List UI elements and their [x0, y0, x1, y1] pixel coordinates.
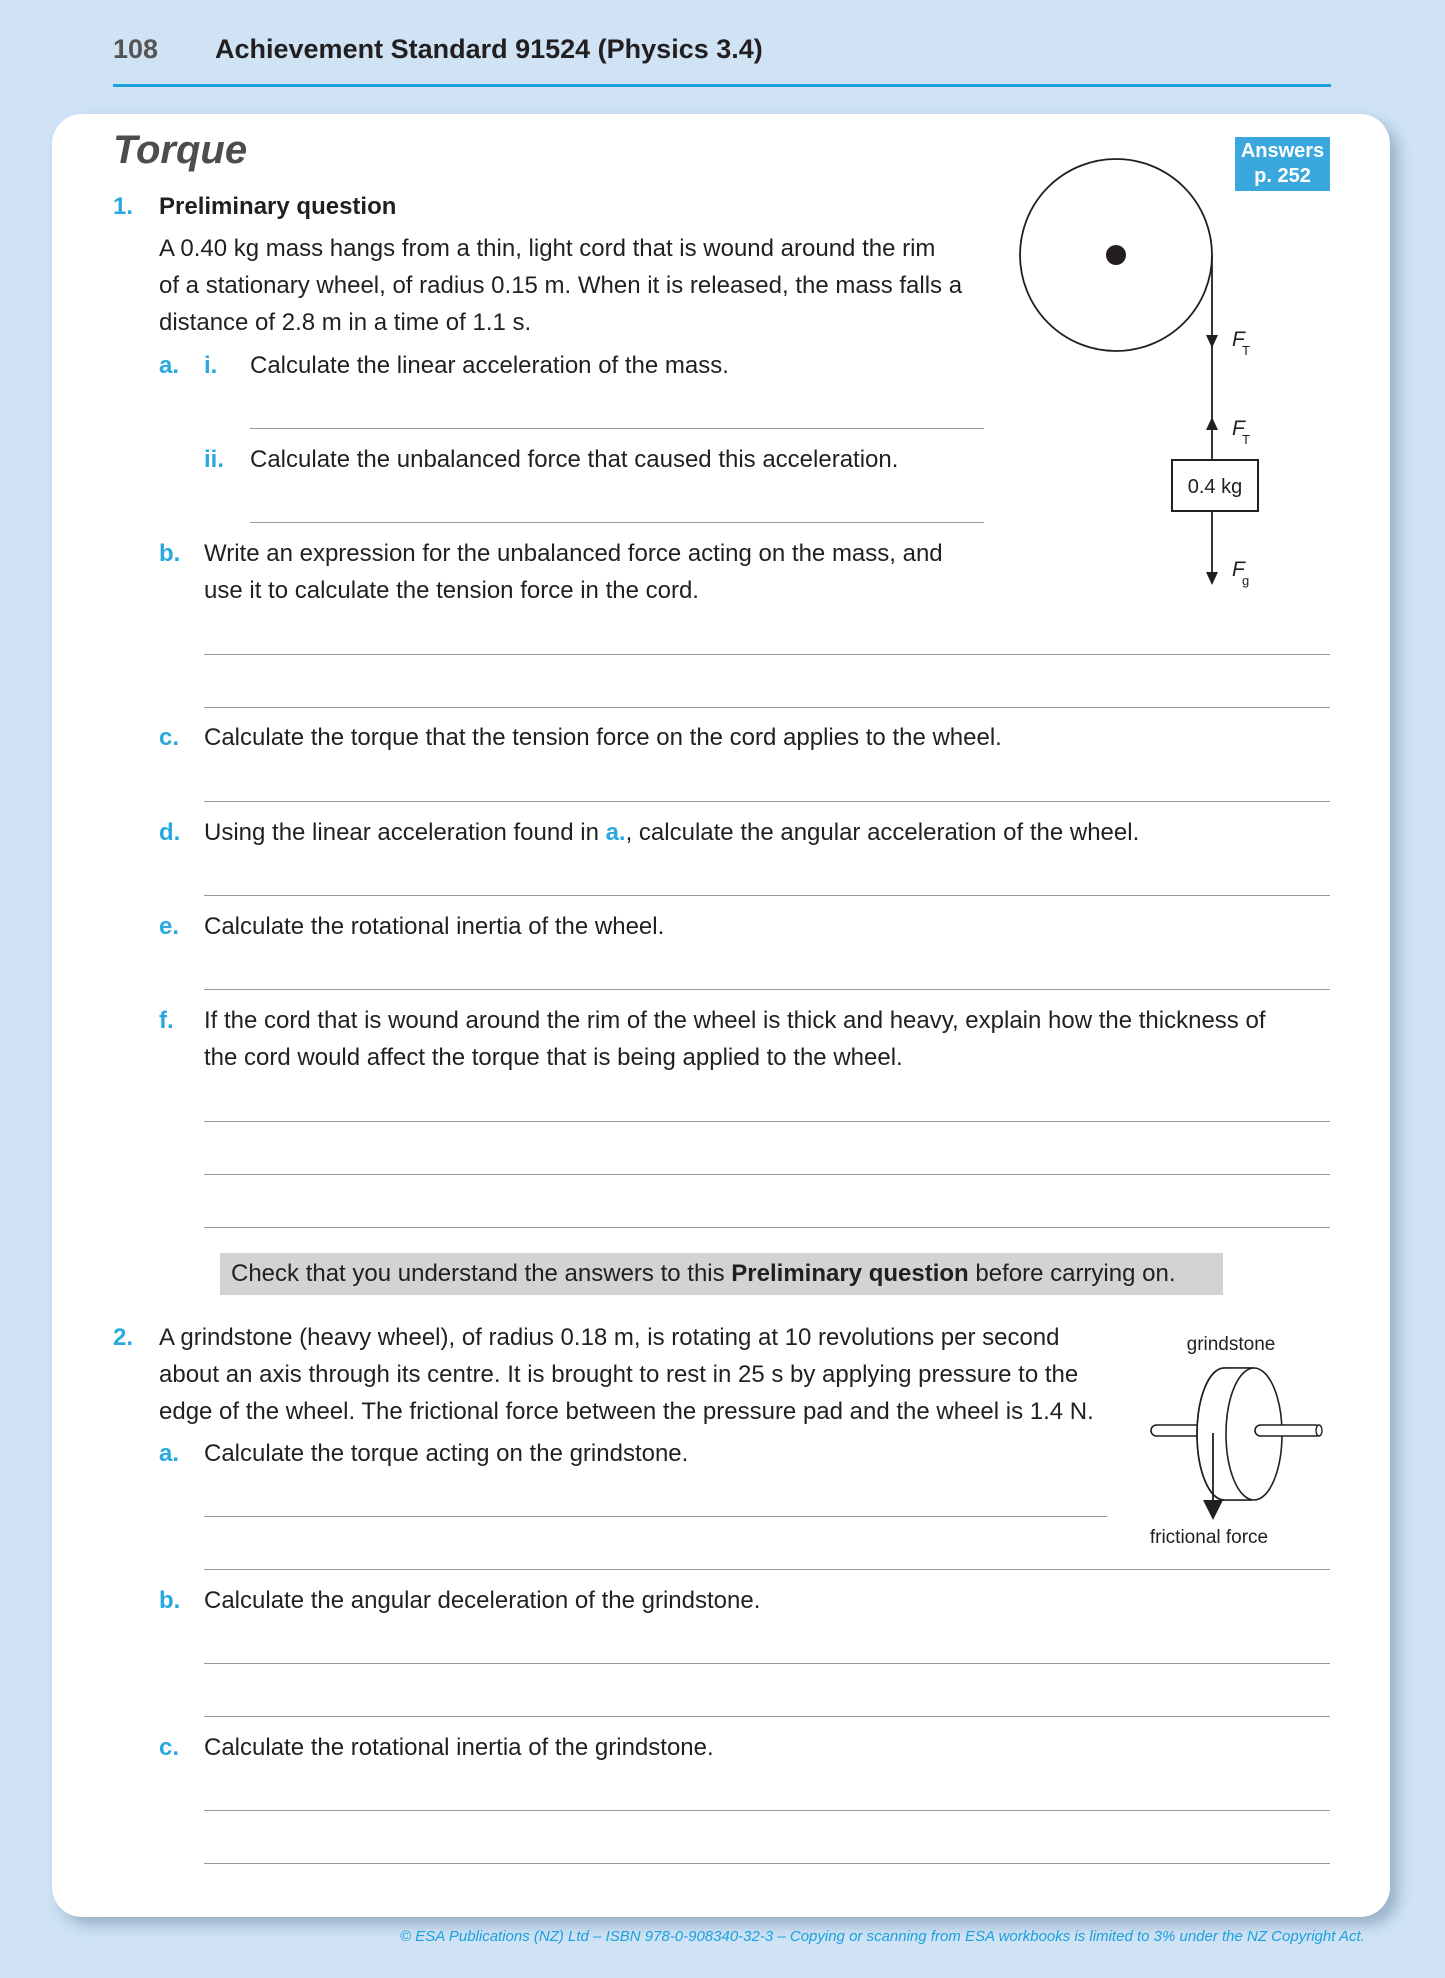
answer-line[interactable]	[204, 1174, 1330, 1175]
axle-dot	[1106, 245, 1126, 265]
answer-line[interactable]	[204, 1810, 1330, 1811]
question-1-intro-line: A 0.40 kg mass hangs from a thin, light cord that is wound around the rim	[159, 235, 936, 262]
ft-sub-mid: T	[1242, 432, 1250, 447]
part-b-text-line: Write an expression for the unbalanced force acting on the mass, and	[204, 540, 943, 567]
frictional-force-label: frictional force	[1149, 1527, 1269, 1548]
part-d-text-after: , calculate the angular acceleration of the wheel.	[625, 819, 1140, 846]
note-text-bold: Preliminary question	[731, 1260, 969, 1287]
q2-part-a-text: Calculate the torque acting on the grindstone.	[204, 1440, 689, 1467]
page-number: 108	[113, 34, 159, 64]
part-d-text	[204, 814, 1139, 851]
part-a-label: a.	[159, 352, 180, 379]
part-f-label: f.	[159, 1007, 174, 1034]
q2-part-b-text: Calculate the angular deceleration of the grindstone.	[204, 1587, 761, 1614]
answer-line[interactable]	[204, 801, 1330, 802]
answer-line[interactable]	[250, 522, 984, 523]
friction-force-arrow	[1203, 1500, 1223, 1520]
part-c-label: c.	[159, 724, 180, 751]
answer-line[interactable]	[204, 1863, 1330, 1864]
ft-label-top: F	[1232, 328, 1245, 351]
copyright-footer: © ESA Publications (NZ) Ltd – ISBN 978-0-908340-32-3 – Copying or scanning from ESA workbooks is limited to 3% under the NZ Copyright Act.	[400, 1928, 1365, 1945]
topic-title: Torque	[113, 128, 248, 172]
fg-sub: g	[1242, 573, 1250, 588]
question-2-intro-line: A grindstone (heavy wheel), of radius 0.18 m, is rotating at 10 revolutions per second	[159, 1324, 1060, 1351]
part-b-text-line: use it to calculate the tension force in the cord.	[204, 577, 699, 604]
part-a-ii-text: Calculate the unbalanced force that caused this acceleration.	[250, 446, 899, 473]
answer-line[interactable]	[204, 1121, 1330, 1122]
question-1-intro-line: distance of 2.8 m in a time of 1.1 s.	[159, 309, 532, 336]
gravity-arrow	[1206, 572, 1218, 585]
grindstone-diagram	[1120, 1320, 1360, 1560]
tension-up-arrow	[1206, 417, 1218, 430]
question-1-heading: Preliminary question	[159, 193, 397, 220]
answer-line[interactable]	[204, 1516, 1107, 1517]
answer-line[interactable]	[204, 1569, 1330, 1570]
answer-line[interactable]	[204, 707, 1330, 708]
grindstone-label: grindstone	[1186, 1334, 1276, 1355]
part-b-label: b.	[159, 540, 181, 567]
part-a-i-label: i.	[204, 352, 218, 379]
q2-part-c-label: c.	[159, 1734, 180, 1761]
answer-line[interactable]	[204, 989, 1330, 990]
part-d-label: d.	[159, 819, 181, 846]
part-d-text-before: Using the linear acceleration found in	[204, 819, 606, 846]
page-header	[113, 30, 1331, 87]
part-e-label: e.	[159, 913, 180, 940]
question-1-intro-line: of a stationary wheel, of radius 0.15 m. When it is released, the mass falls a	[159, 272, 963, 299]
answers-badge-page: p. 252	[1254, 165, 1311, 187]
fg-label: F	[1232, 558, 1245, 581]
ft-label-mid: F	[1232, 417, 1245, 440]
answer-line[interactable]	[204, 654, 1330, 655]
answer-line[interactable]	[204, 895, 1330, 896]
part-a-ii-label: ii.	[204, 446, 225, 473]
question-1-number: 1.	[113, 193, 134, 220]
check-understanding-note	[220, 1253, 1223, 1295]
question-2-intro-line: about an axis through its centre. It is brought to rest in 25 s by applying pressure to the	[159, 1361, 1079, 1388]
tension-down-arrow	[1206, 335, 1218, 348]
standard-title: Achievement Standard 91524 (Physics 3.4)	[215, 34, 763, 64]
part-f-text-line: If the cord that is wound around the rim of the wheel is thick and heavy, explain how the thickness of	[204, 1007, 1266, 1034]
left-axle	[1151, 1425, 1201, 1436]
note-text-after: before carrying on.	[968, 1260, 1176, 1287]
part-e-text: Calculate the rotational inertia of the wheel.	[204, 913, 665, 940]
answers-badge-label: Answers	[1240, 140, 1325, 162]
part-a-reference: a.	[605, 819, 626, 846]
note-text-before: Check that you understand the answers to this	[231, 1260, 732, 1287]
part-c-text: Calculate the torque that the tension force on the cord applies to the wheel.	[204, 724, 1002, 751]
answer-line[interactable]	[250, 428, 984, 429]
ft-sub-top: T	[1242, 343, 1250, 358]
mass-label: 0.4 kg	[1187, 476, 1243, 498]
right-axle	[1255, 1425, 1321, 1436]
question-2-intro-line: edge of the wheel. The frictional force between the pressure pad and the wheel is 1.4 N.	[159, 1398, 1094, 1425]
q2-part-c-text: Calculate the rotational inertia of the grindstone.	[204, 1734, 714, 1761]
answer-line[interactable]	[204, 1716, 1330, 1717]
q2-part-b-label: b.	[159, 1587, 181, 1614]
part-a-i-text: Calculate the linear acceleration of the mass.	[250, 352, 729, 379]
q2-part-a-label: a.	[159, 1440, 180, 1467]
answer-line[interactable]	[204, 1663, 1330, 1664]
answer-line[interactable]	[204, 1227, 1330, 1228]
part-f-text-line: the cord would affect the torque that is being applied to the wheel.	[204, 1044, 903, 1071]
wheel-diagram	[1000, 150, 1300, 600]
question-2-number: 2.	[113, 1324, 134, 1351]
